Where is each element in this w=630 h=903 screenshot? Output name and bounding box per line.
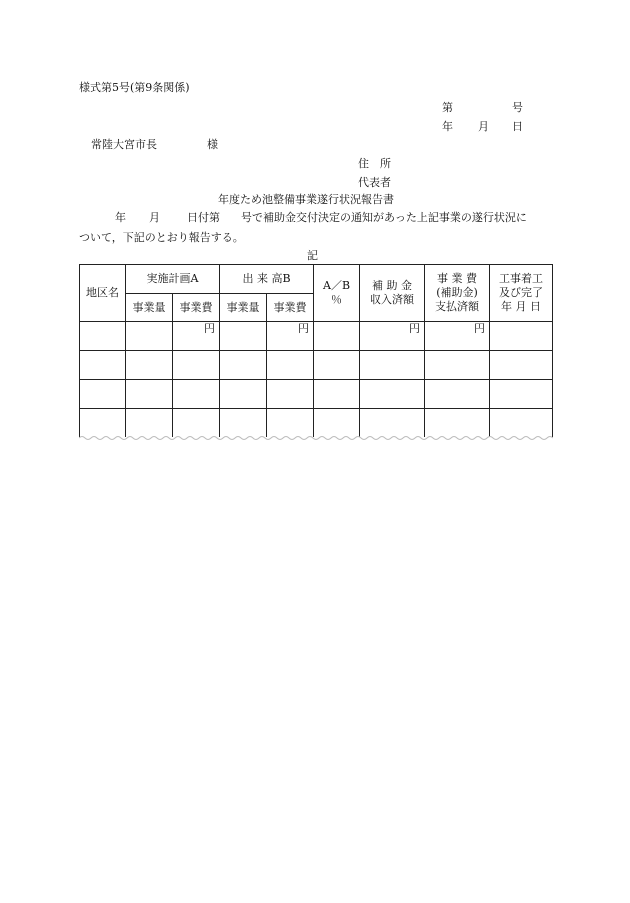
- table-cell[interactable]: [425, 409, 490, 438]
- addressee-name: 常陸大宮市長: [91, 138, 157, 151]
- body-line-1-rest: 号で補助金交付決定の通知があった上記事業の遂行状況に: [241, 211, 527, 224]
- addressee-honorific: 様: [207, 138, 218, 151]
- subsidy-header-line1: 補 助 金: [372, 279, 413, 292]
- table-cell[interactable]: [360, 409, 425, 438]
- table-cell[interactable]: [314, 351, 360, 380]
- table-cell[interactable]: [173, 351, 220, 380]
- cost-header-line2: (補助金): [436, 286, 478, 299]
- cost-header-line1: 事 業 費: [437, 272, 478, 285]
- table-cell[interactable]: [220, 351, 267, 380]
- number-prefix: 第: [442, 101, 453, 114]
- result-header: 出 来 高B: [220, 265, 314, 294]
- table-row: [80, 322, 553, 351]
- ratio-header-line1: A／B: [323, 279, 351, 292]
- result-expense-header: 事業費: [267, 294, 314, 322]
- table-cell[interactable]: [267, 351, 314, 380]
- table-cell[interactable]: [173, 409, 220, 438]
- status-report-table: [79, 264, 553, 437]
- subsidy-header: [360, 265, 425, 322]
- table-cell[interactable]: [220, 322, 267, 351]
- representative-label: 代表者: [358, 176, 391, 189]
- cost-header-line3: 支払済額: [435, 300, 480, 313]
- body-month: 月: [149, 211, 160, 224]
- result-qty-header: 事業量: [220, 294, 267, 322]
- table-cell[interactable]: [173, 380, 220, 409]
- district-header: 地区名: [80, 265, 126, 322]
- table-cell[interactable]: [126, 322, 173, 351]
- table-cell[interactable]: [425, 380, 490, 409]
- table-cell[interactable]: [80, 351, 126, 380]
- table-cell[interactable]: [80, 322, 126, 351]
- body-dated: 日付第: [187, 211, 220, 224]
- ratio-header: [314, 265, 360, 322]
- table-cell[interactable]: [490, 409, 553, 438]
- subsidy-cell[interactable]: 円: [360, 322, 425, 351]
- table-cell[interactable]: [126, 409, 173, 438]
- table-cell[interactable]: [314, 322, 360, 351]
- period-header: [490, 265, 553, 322]
- table-cell[interactable]: [314, 380, 360, 409]
- addressee: [91, 138, 218, 152]
- table-row: [80, 351, 553, 380]
- table-cell[interactable]: [220, 409, 267, 438]
- plan-header: 実施計画A: [126, 265, 220, 294]
- period-header-line3: 年 月 日: [501, 300, 542, 313]
- table-row: [80, 409, 553, 438]
- cost-cell[interactable]: 円: [425, 322, 490, 351]
- table-cell[interactable]: [425, 351, 490, 380]
- cost-header: [425, 265, 490, 322]
- date-year: 年: [442, 120, 453, 133]
- table-row: [80, 380, 553, 409]
- plan-expense-cell[interactable]: 円: [173, 322, 220, 351]
- table-cell[interactable]: [360, 351, 425, 380]
- table-cell[interactable]: [80, 409, 126, 438]
- body-year: 年: [115, 211, 126, 224]
- plan-qty-header: 事業量: [126, 294, 173, 322]
- body-line-2: ついて，下記のとおり報告する。: [79, 231, 244, 244]
- table-cell[interactable]: [267, 409, 314, 438]
- period-header-line2: 及び完了: [499, 286, 544, 299]
- form-number-label: 様式第5号(第9条関係): [79, 81, 190, 94]
- table-cell[interactable]: [490, 322, 553, 351]
- date-month: 月: [478, 120, 489, 133]
- table-cell[interactable]: [126, 380, 173, 409]
- document-title: 年度ため池整備事業遂行状況報告書: [218, 193, 394, 206]
- plan-expense-header: 事業費: [173, 294, 220, 322]
- table-cell[interactable]: [220, 380, 267, 409]
- table-cell[interactable]: [360, 380, 425, 409]
- ratio-header-line2: ％: [331, 293, 343, 306]
- table-cell[interactable]: [490, 380, 553, 409]
- table-cell[interactable]: [80, 380, 126, 409]
- result-expense-cell[interactable]: 円: [267, 322, 314, 351]
- table-cell[interactable]: [314, 409, 360, 438]
- table-cell[interactable]: [267, 380, 314, 409]
- date-day: 日: [512, 120, 523, 133]
- torn-edge-decoration: [79, 434, 553, 442]
- address-label: 住 所: [358, 157, 391, 170]
- subsidy-header-line2: 収入済額: [370, 293, 415, 306]
- table-cell[interactable]: [490, 351, 553, 380]
- table-cell[interactable]: [126, 351, 173, 380]
- period-header-line1: 工事着工: [499, 272, 544, 285]
- ki-heading: 記: [307, 249, 318, 262]
- number-suffix: 号: [512, 101, 523, 114]
